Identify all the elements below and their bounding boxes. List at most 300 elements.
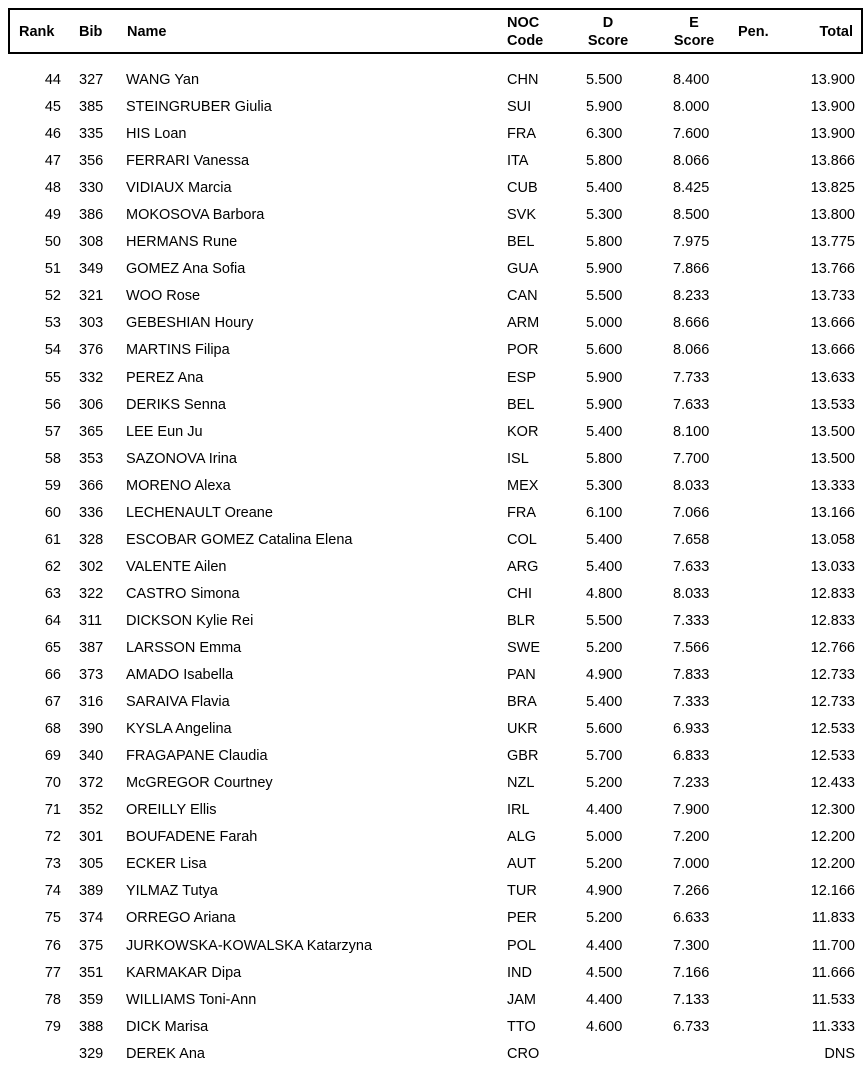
name-cell: VIDIAUX Marcia	[126, 180, 232, 197]
table-row	[0, 797, 866, 824]
noc-cell: PAN	[507, 667, 536, 684]
bib-cell: 356	[79, 153, 104, 170]
total-cell: 12.166	[810, 883, 855, 900]
d-score-cell: 5.200	[586, 639, 623, 656]
bib-cell: 316	[79, 694, 104, 711]
table-row	[0, 500, 866, 527]
noc-cell: POR	[507, 342, 539, 359]
noc-cell: GUA	[507, 261, 539, 278]
rank-cell: 48	[44, 180, 61, 197]
rank-cell: 55	[44, 369, 61, 386]
total-cell: 11.533	[811, 991, 855, 1008]
table-row	[0, 581, 866, 608]
rank-cell: 76	[44, 937, 61, 954]
noc-cell: SVK	[507, 207, 537, 224]
table-row	[0, 148, 866, 175]
name-cell: FRAGAPANE Claudia	[126, 748, 268, 765]
rank-cell: 50	[44, 234, 61, 251]
name-cell: PEREZ Ana	[126, 369, 204, 386]
d-score-cell: 5.500	[586, 288, 623, 305]
name-cell: WOO Rose	[126, 288, 201, 305]
rank-cell: 62	[44, 558, 61, 575]
total-cell: 13.166	[810, 504, 855, 521]
total-cell: 12.200	[810, 829, 855, 846]
bib-cell: 352	[79, 802, 104, 819]
e-score-cell: 6.833	[673, 748, 710, 765]
name-cell: LARSSON Emma	[126, 639, 242, 656]
noc-cell: SWE	[507, 639, 541, 656]
e-score-cell: 7.133	[673, 991, 710, 1008]
bib-cell: 336	[79, 504, 104, 521]
total-cell: 13.533	[810, 396, 855, 413]
noc-cell: KOR	[507, 423, 539, 440]
d-score-cell: 5.700	[586, 748, 623, 765]
noc-cell: BEL	[507, 396, 535, 413]
d-score-cell: 4.400	[586, 937, 623, 954]
header-noc-code	[507, 14, 543, 50]
rank-cell: 69	[44, 748, 61, 765]
bib-cell: 351	[79, 964, 104, 981]
table-row	[0, 67, 866, 94]
header-d-line1: D	[602, 15, 614, 31]
noc-cell: PER	[507, 910, 537, 927]
total-cell: 12.200	[810, 856, 855, 873]
noc-cell: BLR	[507, 612, 536, 629]
table-row	[0, 473, 866, 500]
table-row	[0, 608, 866, 635]
e-score-cell: 8.066	[673, 153, 710, 170]
d-score-cell: 4.600	[586, 1018, 623, 1035]
rank-cell: 59	[44, 477, 61, 494]
rank-cell: 49	[44, 207, 61, 224]
bib-cell: 340	[79, 748, 104, 765]
e-score-cell: 6.933	[673, 721, 710, 738]
bib-cell: 386	[79, 207, 104, 224]
noc-cell: IND	[507, 964, 532, 981]
e-score-cell: 8.033	[673, 585, 710, 602]
total-cell: 11.833	[811, 910, 855, 927]
bib-cell: 374	[79, 910, 104, 927]
e-score-cell: 7.833	[673, 667, 710, 684]
table-row	[0, 446, 866, 473]
total-cell: 13.033	[810, 558, 855, 575]
name-cell: HERMANS Rune	[126, 234, 238, 251]
noc-cell: JAM	[507, 991, 536, 1008]
d-score-cell: 5.200	[586, 775, 623, 792]
total-cell: 12.733	[810, 694, 855, 711]
name-cell: GOMEZ Ana Sofia	[126, 261, 246, 278]
d-score-cell: 5.500	[586, 72, 623, 88]
table-row	[0, 662, 866, 689]
name-cell: MARTINS Filipa	[126, 342, 230, 359]
table-row	[0, 554, 866, 581]
table-row	[0, 419, 866, 446]
rank-cell: 46	[44, 126, 61, 143]
rank-cell: 60	[44, 504, 61, 521]
total-cell: 13.500	[810, 450, 855, 467]
noc-cell: UKR	[507, 721, 538, 738]
name-cell: KARMAKAR Dipa	[126, 964, 242, 981]
total-cell: 13.666	[810, 315, 855, 332]
d-score-cell: 5.500	[586, 612, 623, 629]
d-score-cell: 6.300	[586, 126, 623, 143]
table-row	[0, 770, 866, 797]
bib-cell: 303	[79, 315, 104, 332]
name-cell: DERIKS Senna	[126, 396, 226, 413]
table-row	[0, 878, 866, 905]
total-cell: 12.733	[810, 667, 855, 684]
e-score-cell: 8.066	[673, 342, 710, 359]
noc-cell: ITA	[507, 153, 529, 170]
rank-cell: 71	[44, 802, 61, 819]
total-cell: 13.900	[810, 99, 855, 116]
total-cell: 11.666	[811, 964, 855, 981]
d-score-cell: 5.400	[586, 694, 623, 711]
total-cell: 13.333	[810, 477, 855, 494]
rank-cell: 58	[44, 450, 61, 467]
bib-cell: 365	[79, 423, 104, 440]
table-row	[0, 689, 866, 716]
header-e-score	[668, 14, 720, 50]
total-cell: 13.500	[810, 423, 855, 440]
d-score-cell: 6.100	[586, 504, 623, 521]
e-score-cell: 7.700	[673, 450, 710, 467]
noc-cell: AUT	[507, 856, 536, 873]
bib-cell: 332	[79, 369, 104, 386]
e-score-cell: 8.400	[673, 72, 710, 88]
d-score-cell: 5.400	[586, 531, 623, 548]
bib-cell: 335	[79, 126, 104, 143]
header-rank: Rank	[19, 24, 55, 40]
e-score-cell: 7.633	[673, 558, 710, 575]
bib-cell: 373	[79, 667, 104, 684]
rank-cell: 61	[44, 531, 61, 548]
header-d-line2: Score	[587, 33, 629, 49]
bib-cell: 329	[79, 1045, 104, 1062]
total-cell: 13.058	[810, 531, 855, 548]
header-e-line2: Score	[673, 33, 715, 49]
bib-cell: 375	[79, 937, 104, 954]
bib-cell: 321	[79, 288, 104, 305]
rank-cell: 65	[44, 639, 61, 656]
noc-cell: FRA	[507, 504, 536, 521]
bib-cell: 308	[79, 234, 104, 251]
table-row	[0, 229, 866, 256]
e-score-cell: 8.425	[673, 180, 710, 197]
d-score-cell: 5.900	[586, 99, 623, 116]
name-cell: JURKOWSKA-KOWALSKA Katarzyna	[126, 937, 373, 954]
total-cell: 13.866	[810, 153, 855, 170]
e-score-cell: 7.333	[673, 694, 710, 711]
bib-cell: 305	[79, 856, 104, 873]
name-cell: KYSLA Angelina	[126, 721, 232, 738]
total-cell: 11.700	[811, 937, 855, 954]
table-row	[0, 337, 866, 364]
noc-cell: GBR	[507, 748, 539, 765]
e-score-cell: 8.100	[673, 423, 710, 440]
rank-cell: 52	[44, 288, 61, 305]
bib-cell: 306	[79, 396, 104, 413]
table-row	[0, 905, 866, 932]
e-score-cell: 7.200	[673, 829, 710, 846]
table-row	[0, 202, 866, 229]
bib-cell: 376	[79, 342, 104, 359]
total-cell: 13.633	[810, 369, 855, 386]
noc-cell: CAN	[507, 288, 538, 305]
d-score-cell: 5.400	[586, 180, 623, 197]
total-cell: 11.333	[811, 1018, 855, 1035]
name-cell: ORREGO Ariana	[126, 910, 236, 927]
bib-cell: 385	[79, 99, 104, 116]
name-cell: DICK Marisa	[126, 1018, 209, 1035]
bib-cell: 388	[79, 1018, 104, 1035]
table-row	[0, 933, 866, 960]
noc-cell: CRO	[507, 1045, 540, 1062]
e-score-cell: 8.033	[673, 477, 710, 494]
d-score-cell: 4.400	[586, 802, 623, 819]
e-score-cell: 6.733	[673, 1018, 710, 1035]
noc-cell: CHI	[507, 585, 532, 602]
e-score-cell: 8.000	[673, 99, 710, 116]
total-cell: 13.766	[810, 261, 855, 278]
header-penalty: Pen.	[738, 24, 769, 40]
table-row	[0, 94, 866, 121]
name-cell: LEE Eun Ju	[126, 423, 203, 440]
d-score-cell: 5.200	[586, 910, 623, 927]
bib-cell: 311	[79, 612, 103, 629]
total-cell: 12.766	[810, 639, 855, 656]
total-cell: 12.833	[810, 585, 855, 602]
results-table-header	[8, 8, 863, 54]
d-score-cell: 5.900	[586, 369, 623, 386]
e-score-cell: 7.066	[673, 504, 710, 521]
total-cell: 12.433	[810, 775, 855, 792]
rank-cell: 70	[44, 775, 61, 792]
d-score-cell: 4.900	[586, 667, 623, 684]
header-d-score	[582, 14, 634, 50]
bib-cell: 349	[79, 261, 104, 278]
table-row	[0, 283, 866, 310]
name-cell: MOKOSOVA Barbora	[126, 207, 265, 224]
rank-cell: 53	[44, 315, 61, 332]
name-cell: BOUFADENE Farah	[126, 829, 258, 846]
e-score-cell: 7.333	[673, 612, 710, 629]
e-score-cell: 7.658	[673, 531, 710, 548]
name-cell: SARAIVA Flavia	[126, 694, 230, 711]
table-row	[0, 851, 866, 878]
name-cell: ECKER Lisa	[126, 856, 207, 873]
e-score-cell: 7.000	[673, 856, 710, 873]
e-score-cell: 7.166	[673, 964, 710, 981]
rank-cell: 75	[44, 910, 61, 927]
name-cell: SAZONOVA Irina	[126, 450, 237, 467]
table-row	[0, 365, 866, 392]
rank-cell: 57	[44, 423, 61, 440]
d-score-cell: 5.800	[586, 153, 623, 170]
name-cell: FERRARI Vanessa	[126, 153, 250, 170]
table-row	[0, 824, 866, 851]
bib-cell: 301	[79, 829, 104, 846]
header-bib: Bib	[79, 24, 103, 40]
d-score-cell: 4.500	[586, 964, 623, 981]
name-cell: GEBESHIAN Houry	[126, 315, 254, 332]
rank-cell: 73	[44, 856, 61, 873]
d-score-cell: 5.800	[586, 450, 623, 467]
d-score-cell: 5.900	[586, 396, 623, 413]
e-score-cell: 7.975	[673, 234, 710, 251]
bib-cell: 387	[79, 639, 104, 656]
noc-cell: ARM	[507, 315, 540, 332]
bib-cell: 359	[79, 991, 104, 1008]
header-noc-line1: NOC	[507, 15, 540, 31]
total-cell: DNS	[824, 1045, 855, 1062]
table-row	[0, 175, 866, 202]
noc-cell: COL	[507, 531, 537, 548]
e-score-cell: 6.633	[673, 910, 710, 927]
table-row	[0, 392, 866, 419]
e-score-cell: 7.733	[673, 369, 710, 386]
rank-cell: 45	[44, 99, 61, 116]
total-cell: 12.533	[810, 721, 855, 738]
d-score-cell: 5.300	[586, 207, 623, 224]
rank-cell: 64	[44, 612, 61, 629]
e-score-cell: 8.233	[673, 288, 710, 305]
name-cell: WANG Yan	[126, 72, 200, 88]
d-score-cell: 5.900	[586, 261, 623, 278]
noc-cell: ISL	[507, 450, 529, 467]
name-cell: CASTRO Simona	[126, 585, 240, 602]
noc-cell: CUB	[507, 180, 538, 197]
noc-cell: BEL	[507, 234, 535, 251]
total-cell: 12.833	[810, 612, 855, 629]
d-score-cell: 4.900	[586, 883, 623, 900]
noc-cell: SUI	[507, 99, 532, 116]
e-score-cell: 7.300	[673, 937, 710, 954]
noc-cell: BRA	[507, 694, 537, 711]
total-cell: 13.800	[810, 207, 855, 224]
name-cell: MORENO Alexa	[126, 477, 231, 494]
e-score-cell: 8.500	[673, 207, 710, 224]
d-score-cell: 5.200	[586, 856, 623, 873]
d-score-cell: 5.600	[586, 342, 623, 359]
bib-cell: 389	[79, 883, 104, 900]
table-row	[0, 310, 866, 337]
e-score-cell: 7.266	[673, 883, 710, 900]
table-row	[0, 121, 866, 148]
rank-cell: 78	[44, 991, 61, 1008]
name-cell: ESCOBAR GOMEZ Catalina Elena	[126, 531, 353, 548]
e-score-cell: 7.900	[673, 802, 710, 819]
bib-cell: 327	[79, 72, 104, 88]
table-row	[0, 960, 866, 987]
rank-cell: 74	[44, 883, 61, 900]
noc-cell: FRA	[507, 126, 536, 143]
bib-cell: 302	[79, 558, 104, 575]
rank-cell: 63	[44, 585, 61, 602]
rank-cell: 66	[44, 667, 61, 684]
e-score-cell: 8.666	[673, 315, 710, 332]
e-score-cell: 7.566	[673, 639, 710, 656]
table-row	[0, 635, 866, 662]
d-score-cell: 5.000	[586, 315, 623, 332]
table-row	[0, 1014, 866, 1041]
rank-cell: 77	[44, 964, 61, 981]
total-cell: 13.900	[810, 126, 855, 143]
rank-cell: 67	[44, 694, 61, 711]
header-e-line1: E	[689, 15, 699, 31]
name-cell: DICKSON Kylie Rei	[126, 612, 254, 629]
noc-cell: ESP	[507, 369, 537, 386]
name-cell: DEREK Ana	[126, 1045, 205, 1062]
header-total: Total	[819, 24, 853, 40]
bib-cell: 322	[79, 585, 104, 602]
name-cell: STEINGRUBER Giulia	[126, 99, 272, 116]
name-cell: VALENTE Ailen	[126, 558, 227, 575]
total-cell: 12.300	[810, 802, 855, 819]
e-score-cell: 7.600	[673, 126, 710, 143]
rank-cell: 44	[44, 72, 61, 88]
bib-cell: 353	[79, 450, 104, 467]
table-row	[0, 1041, 866, 1068]
rank-cell: 68	[44, 721, 61, 738]
noc-cell: NZL	[507, 775, 535, 792]
name-cell: LECHENAULT Oreane	[126, 504, 273, 521]
name-cell: McGREGOR Courtney	[126, 775, 273, 792]
noc-cell: ALG	[507, 829, 537, 846]
d-score-cell: 5.600	[586, 721, 623, 738]
name-cell: OREILLY Ellis	[126, 802, 217, 819]
rank-cell: 54	[44, 342, 61, 359]
d-score-cell: 4.800	[586, 585, 623, 602]
results-table-body	[0, 67, 866, 1068]
d-score-cell: 5.400	[586, 423, 623, 440]
rank-cell: 72	[44, 829, 61, 846]
table-row	[0, 743, 866, 770]
header-name: Name	[127, 24, 167, 40]
rank-cell: 47	[44, 153, 61, 170]
table-row	[0, 256, 866, 283]
d-score-cell: 5.800	[586, 234, 623, 251]
total-cell: 13.666	[810, 342, 855, 359]
name-cell: WILLIAMS Toni-Ann	[126, 991, 257, 1008]
rank-cell: 51	[44, 261, 61, 278]
d-score-cell: 4.400	[586, 991, 623, 1008]
d-score-cell: 5.000	[586, 829, 623, 846]
total-cell: 12.533	[810, 748, 855, 765]
table-row	[0, 527, 866, 554]
noc-cell: POL	[507, 937, 537, 954]
bib-cell: 328	[79, 531, 104, 548]
bib-cell: 372	[79, 775, 104, 792]
total-cell: 13.733	[810, 288, 855, 305]
bib-cell: 330	[79, 180, 104, 197]
e-score-cell: 7.866	[673, 261, 710, 278]
rank-cell: 56	[44, 396, 61, 413]
d-score-cell: 5.400	[586, 558, 623, 575]
total-cell: 13.900	[810, 72, 855, 88]
noc-cell: CHN	[507, 72, 539, 88]
noc-cell: IRL	[507, 802, 530, 819]
bib-cell: 390	[79, 721, 104, 738]
bib-cell: 366	[79, 477, 104, 494]
noc-cell: TTO	[507, 1018, 536, 1035]
name-cell: HIS Loan	[126, 126, 187, 143]
e-score-cell: 7.233	[673, 775, 710, 792]
table-row	[0, 987, 866, 1014]
noc-cell: MEX	[507, 477, 539, 494]
noc-cell: TUR	[507, 883, 537, 900]
total-cell: 13.825	[810, 180, 855, 197]
